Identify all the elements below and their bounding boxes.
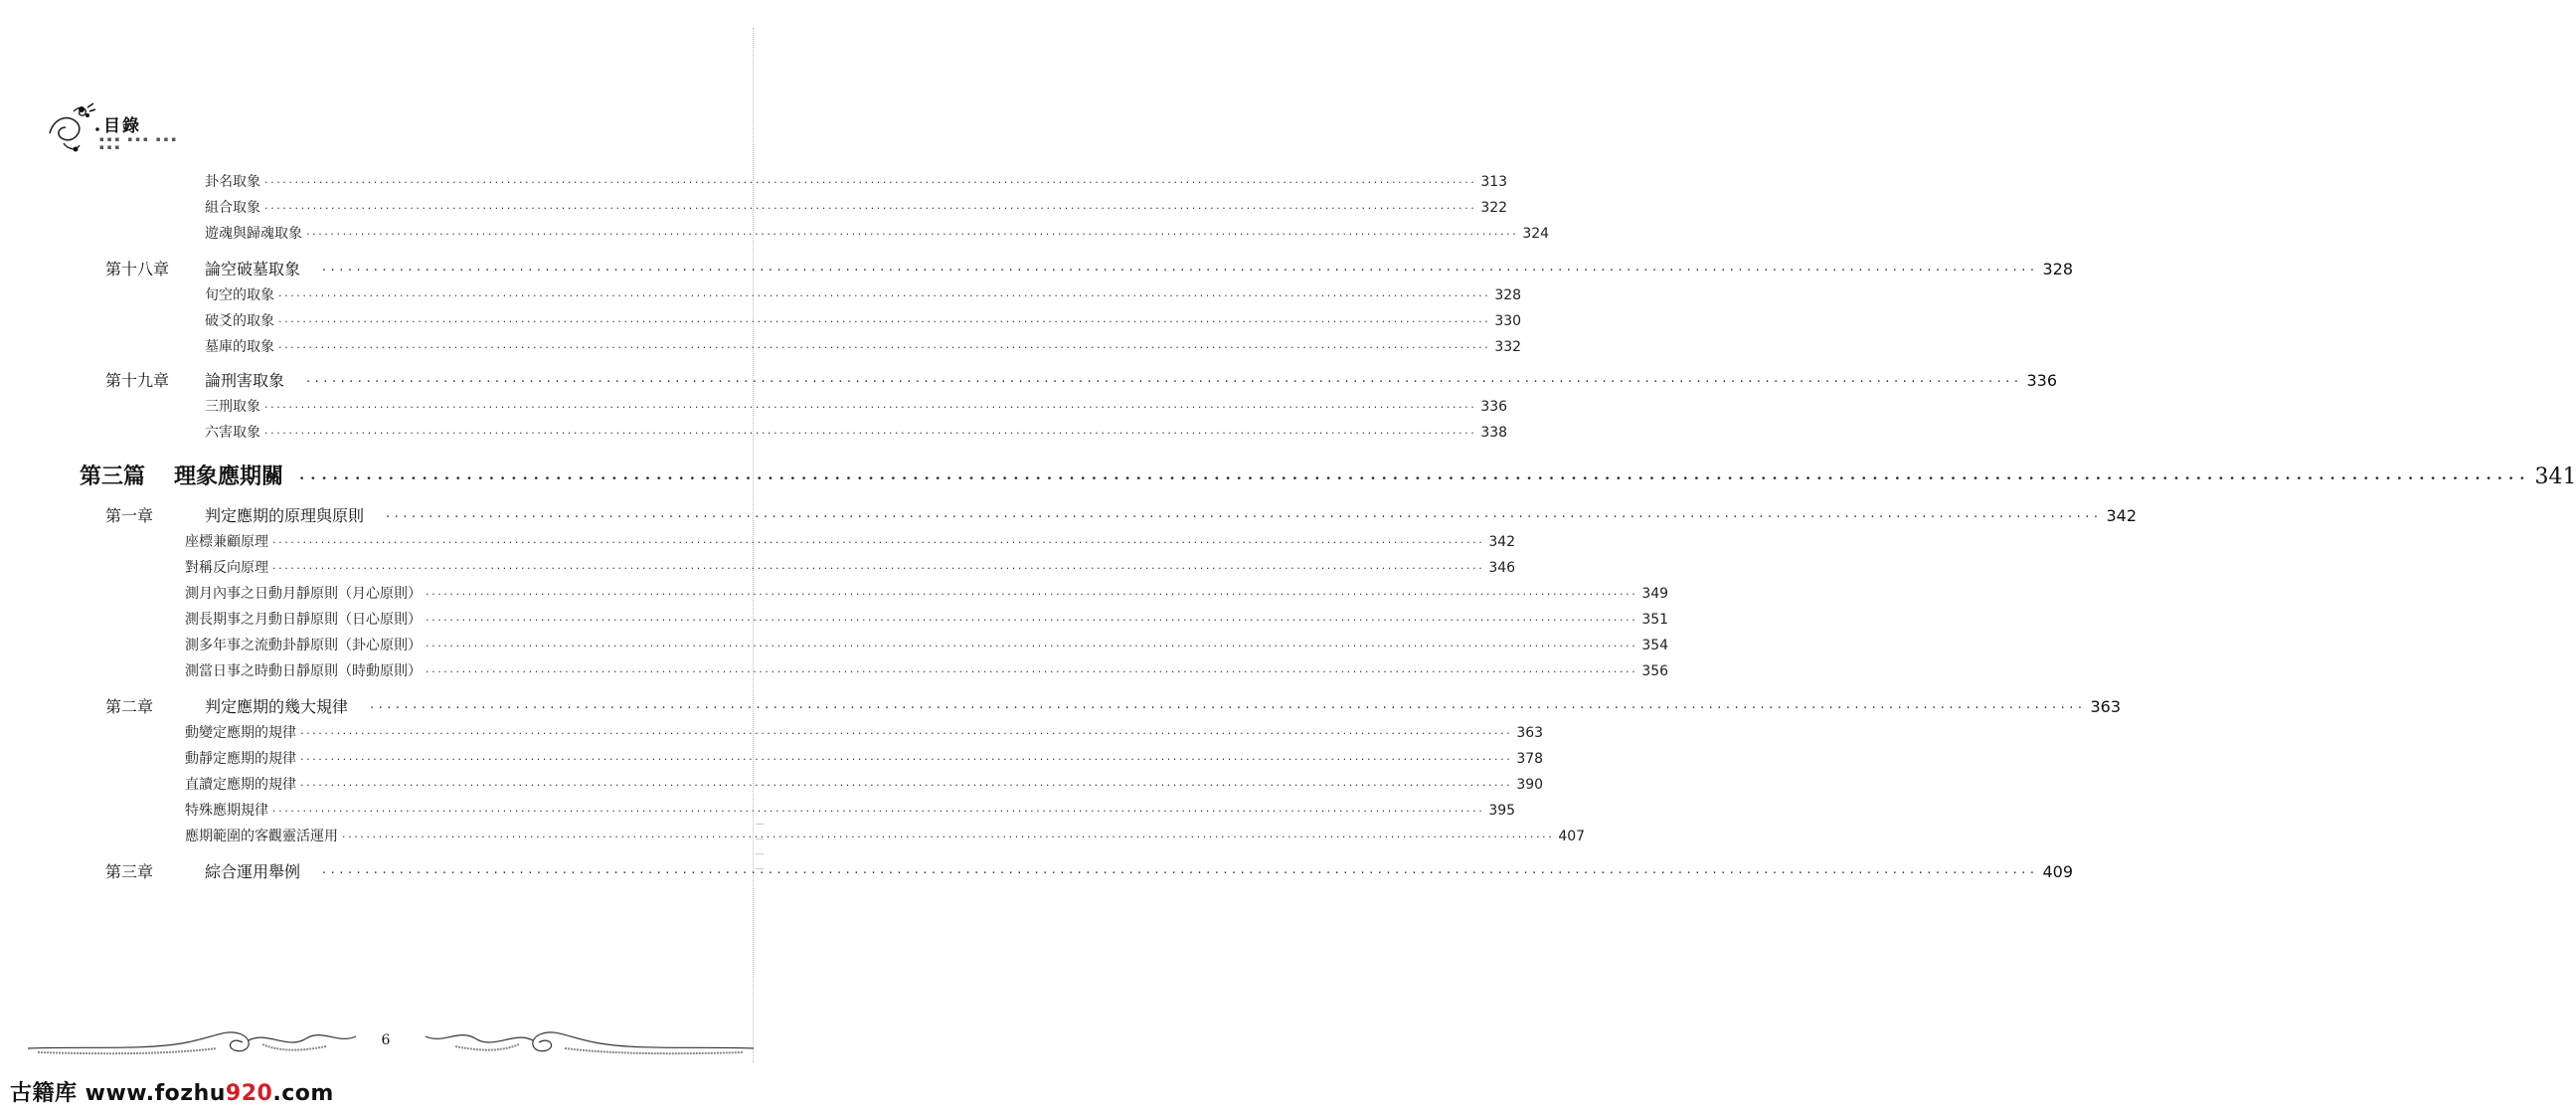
toc-title: 破爻的取象	[205, 313, 274, 329]
toc-label	[185, 826, 338, 845]
toc-label	[185, 635, 422, 654]
toc-item	[205, 197, 1508, 217]
footer-ornament-right-icon	[416, 1021, 754, 1060]
page-number: 6	[381, 1032, 391, 1048]
leader-dots: ········································································································································································································	[300, 779, 1513, 792]
toc-label	[185, 748, 296, 768]
watermark-suffix: .com	[272, 1081, 334, 1106]
toc-item	[185, 635, 1669, 654]
toc-chapter	[105, 257, 2074, 279]
leader-dots: ········································································································································································································	[306, 228, 1519, 241]
toc-title: 應期範圍的客觀靈活運用	[185, 829, 338, 844]
toc-page-number: 338	[1480, 425, 1508, 441]
toc-title: 測多年事之流動卦靜原則（卦心原則）	[185, 638, 422, 653]
leader-dots: ········································································································································································································	[272, 805, 1485, 818]
toc-label	[105, 694, 348, 717]
toc-label	[185, 774, 296, 794]
toc-page-number: 349	[1641, 586, 1669, 602]
leader-dots: ········································································································································································································	[300, 753, 1513, 766]
toc-page-number: 363	[2090, 697, 2122, 716]
toc-page-number: 336	[2026, 371, 2058, 390]
toc-title: 論刑害取象	[205, 371, 285, 390]
toc-chapter	[105, 859, 2074, 882]
toc-page-number: 363	[1516, 725, 1544, 741]
leader-dots: ········································································································································································································	[278, 315, 1491, 328]
toc-title: 測當日事之時動日靜原則（時動原則）	[185, 663, 422, 679]
toc-label	[185, 800, 268, 820]
toc-page-number: 330	[1494, 313, 1522, 329]
toc-page-number: 356	[1641, 663, 1669, 679]
toc-part	[80, 460, 2576, 490]
ornament-icon	[44, 99, 101, 155]
watermark-prefix: 古籍库 www.fozhu	[10, 1081, 226, 1106]
toc-item	[205, 223, 1550, 243]
page-title: 目錄	[103, 116, 141, 136]
toc-label	[205, 396, 260, 416]
toc-title: 遊魂與歸魂取象	[205, 226, 302, 242]
toc-page-number: 409	[2042, 862, 2074, 881]
page-subtitle: ▪▪▪ ▪▪▪ ▪▪▪ ▪▪▪	[99, 135, 180, 151]
toc-title: 動變定應期的規律	[185, 725, 296, 741]
leader-dots: ········································································································································································································	[370, 701, 2087, 716]
leader-dots: ········································································································································································································	[264, 427, 1477, 440]
toc-title: 特殊應期規律	[185, 803, 268, 819]
toc-item	[205, 422, 1508, 442]
toc-title: 綜合運用舉例	[205, 862, 301, 881]
leader-dots: ········································································································································································································	[426, 614, 1638, 627]
toc-label	[205, 310, 274, 330]
leader-dots: ········································································································································································································	[386, 510, 2103, 525]
toc-page-number: 328	[1494, 287, 1522, 303]
toc-title: 論空破墓取象	[205, 260, 301, 279]
leader-dots: ········································································································································································································	[272, 536, 1485, 549]
toc-chapter	[105, 368, 2058, 391]
toc-label	[185, 583, 422, 603]
toc-title: 動靜定應期的規律	[185, 751, 296, 767]
toc-number: 第十八章	[105, 260, 170, 279]
toc-label	[185, 722, 296, 742]
toc-label	[185, 609, 422, 629]
toc-title: 旬空的取象	[205, 287, 274, 303]
toc-number: 第十九章	[105, 371, 170, 390]
toc-label	[205, 223, 302, 243]
toc-label	[185, 557, 268, 577]
toc-page-number: 332	[1494, 339, 1522, 355]
toc-title: 三刑取象	[205, 399, 260, 415]
toc-title: 六害取象	[205, 425, 260, 441]
leader-dots: ········································································································································································································	[322, 866, 2039, 881]
toc-label	[105, 859, 300, 882]
leader-dots: ········································································································································································································	[426, 588, 1638, 601]
toc-item	[185, 531, 1516, 551]
toc-page-number: 351	[1641, 612, 1669, 628]
toc-label	[205, 284, 274, 304]
leader-dots: ········································································································································································································	[300, 727, 1513, 740]
leader-dots: ········································································································································································································	[264, 176, 1477, 189]
toc-number: 第三篇	[80, 464, 146, 489]
toc-page-number: 341	[2534, 465, 2576, 489]
leader-dots: ········································································································································································································	[264, 401, 1477, 414]
leader-dots: ········································································································································································································	[426, 665, 1638, 678]
toc-item	[185, 800, 1516, 820]
toc-page-number: 342	[1488, 534, 1516, 550]
watermark	[10, 1076, 334, 1107]
leader-dots: ········································································································································································································	[306, 375, 2023, 390]
toc-label	[80, 460, 283, 490]
toc-item	[205, 396, 1508, 416]
toc-page-number: 322	[1480, 200, 1508, 216]
toc-label	[205, 422, 260, 442]
leader-dots: ········································································································································································································	[322, 264, 2039, 279]
toc-label	[105, 368, 284, 391]
toc-page-number: 324	[1522, 226, 1550, 242]
leader-dots: ········································································································································································································	[264, 202, 1477, 215]
toc-item	[185, 748, 1544, 768]
toc-page-number: 407	[1558, 829, 1586, 844]
toc-item	[185, 774, 1544, 794]
toc-title: 判定應期的原理與原則	[205, 506, 365, 525]
toc-item	[185, 557, 1516, 577]
toc-item	[185, 583, 1669, 603]
toc-title: 對稱反向原理	[185, 560, 268, 576]
toc-label	[185, 531, 268, 551]
toc-page-number: 390	[1516, 777, 1544, 793]
scan-mark	[756, 853, 764, 854]
leader-dots: ········································································································································································································	[299, 469, 2531, 487]
leader-dots: ········································································································································································································	[272, 562, 1485, 575]
toc-item	[185, 660, 1669, 680]
toc-number: 第二章	[105, 697, 154, 716]
toc-item	[205, 284, 1522, 304]
toc-item	[185, 609, 1669, 629]
page-header	[44, 99, 193, 159]
leader-dots: ········································································································································································································	[342, 831, 1555, 843]
toc-label	[185, 660, 422, 680]
toc-number: 第三章	[105, 862, 154, 881]
toc-title: 測月內事之日動月靜原則（月心原則）	[185, 586, 422, 602]
leader-dots: ········································································································································································································	[426, 640, 1638, 652]
toc-page-number: 395	[1488, 803, 1516, 819]
toc-label	[205, 336, 274, 356]
toc-item	[205, 336, 1522, 356]
toc-title: 墓庫的取象	[205, 339, 274, 355]
toc-page-number: 328	[2042, 260, 2074, 279]
toc-title: 座標兼顧原理	[185, 534, 268, 550]
toc-page-number: 336	[1480, 399, 1508, 415]
page-footer	[28, 1017, 744, 1066]
toc-chapter	[105, 694, 2122, 717]
toc-label	[205, 171, 260, 191]
toc-item	[185, 826, 1586, 845]
toc-title: 卦名取象	[205, 174, 260, 190]
toc-page-number: 354	[1641, 638, 1669, 653]
toc-title: 理象應期關	[174, 464, 284, 489]
toc-label	[105, 503, 364, 526]
scan-mark	[756, 824, 764, 825]
toc-title: 測長期事之月動日靜原則（日心原則）	[185, 612, 422, 628]
toc-title: 判定應期的幾大規律	[205, 697, 349, 716]
toc-page-number: 313	[1480, 174, 1508, 190]
toc-label	[105, 257, 300, 279]
footer-ornament-left-icon	[28, 1021, 366, 1060]
toc-item	[205, 310, 1522, 330]
toc-page-number: 346	[1488, 560, 1516, 576]
toc-label	[205, 197, 260, 217]
toc-item	[185, 722, 1544, 742]
toc-item	[205, 171, 1508, 191]
toc-title: 組合取象	[205, 200, 260, 216]
watermark-number: 920	[225, 1081, 273, 1106]
toc-page-number: 378	[1516, 751, 1544, 767]
toc-title: 直讀定應期的規律	[185, 777, 296, 793]
toc-chapter	[105, 503, 2138, 526]
leader-dots: ········································································································································································································	[278, 341, 1491, 354]
leader-dots: ········································································································································································································	[278, 289, 1491, 302]
toc-page-number: 342	[2106, 506, 2138, 525]
toc-number: 第一章	[105, 506, 154, 525]
